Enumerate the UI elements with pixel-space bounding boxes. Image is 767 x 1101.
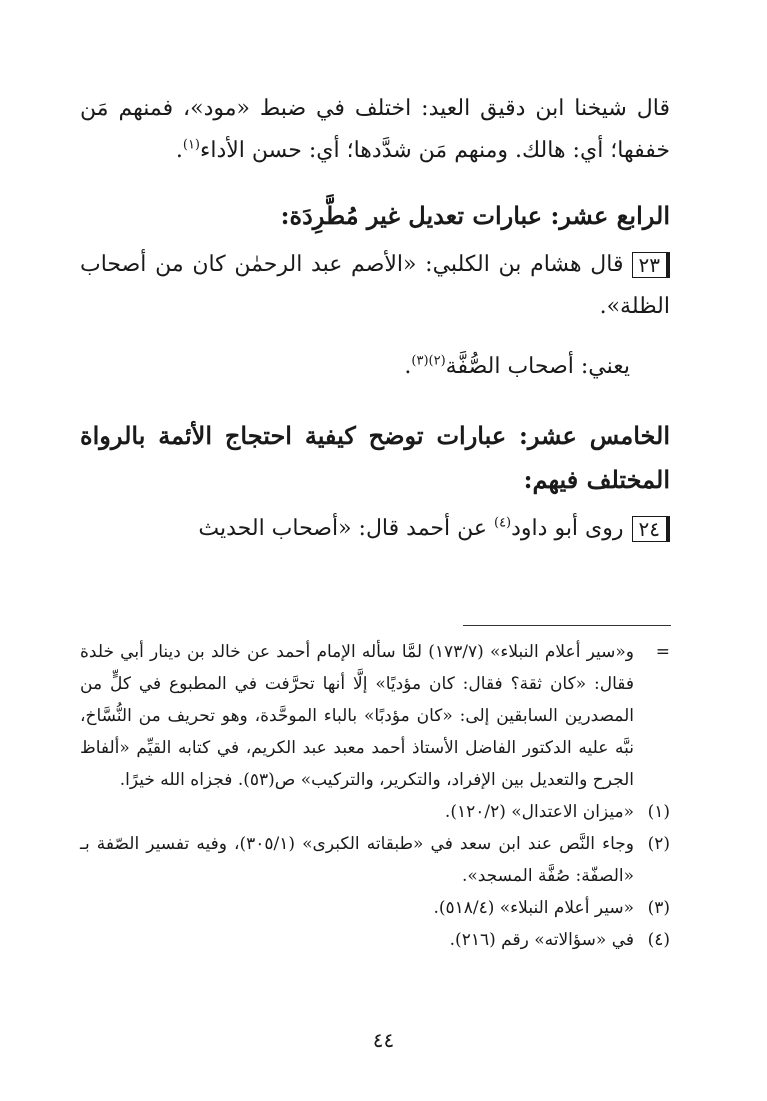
footnote-1 [80, 796, 670, 828]
footnote-text: و«سير أعلام النبلاء» (١٧٣/٧) لمَّا سأله الإمام أحمد عن خالد بن دينار أبي خلدة فقال: «كان ثقة؟ فقال: كان مؤديًا» إلَّا أنها تحرَّفت في المطبوع في كلٍّ من المصدرين السابقين إلى: «كان مؤدبًا» بالباء الموحَّدة، وهو تحريف من النُّسَّاخ، نبَّه عليه الدكتور الفاضل الأستاذ أحمد معبد عبد الكريم، في كتابه القيِّم «ألفاظ الجرح والتعديل بين الإفراد، والتكرير، والتركيب» ص(٥٣). فجزاه الله خيرًا. [80, 642, 634, 790]
main-text [80, 88, 670, 550]
item-23-text: قال هشام بن الكلبي: «الأصم عبد الرحمٰن كان من أصحاب الظلة». [80, 252, 670, 319]
item-number-box-23: ٢٣ [632, 252, 670, 278]
footnote-4 [80, 924, 670, 956]
footnote-ref-4[interactable]: (٤) [493, 515, 512, 531]
footnotes [80, 636, 670, 956]
paragraph-3: يعني: أصحاب الصُّفَّة$^{(٢)(٣)}$. [404, 353, 630, 379]
section-heading-15: الخامس عشر: عبارات توضح كيفية احتجاج الأئمة بالرواة المختلف فيهم: [80, 421, 670, 494]
footnote-text: «ميزان الاعتدال» (١٢٠/٢). [444, 802, 634, 822]
footnote-continued [80, 636, 670, 796]
item-24: ٢٤روى أبو داود$^{(٤)}$ عن أحمد قال: «أصحاب الحديث [80, 508, 670, 550]
item-number-box-24: ٢٤ [632, 516, 670, 542]
footnote-ref-1[interactable]: (١) [182, 137, 200, 153]
footnote-ref-2-3[interactable]: (٢)(٣) [411, 353, 446, 369]
footnote-mark: (٤) [647, 930, 670, 950]
footnote-mark: = [655, 642, 670, 662]
footnote-text: في «سؤالاته» رقم (٢١٦). [449, 930, 634, 950]
footnote-mark: (١) [647, 802, 670, 822]
footnote-text: وجاء النَّص عند ابن سعد في «طبقاته الكبرى» (٣٠٥/١)، وفيه تفسير الصّفة بـ «الصفّة: صُفَّة المسجد». [80, 834, 634, 886]
footnote-2 [80, 828, 670, 892]
footnote-mark: (٣) [647, 898, 670, 918]
footnote-mark: (٢) [647, 834, 670, 854]
item-23 [80, 244, 670, 328]
footnote-text: «سير أعلام النبلاء» (٥١٨/٤). [433, 898, 634, 918]
paragraph-1: قال شيخنا ابن دقيق العيد: اختلف في ضبط «مود»، فمنهم مَن خففها؛ أي: هالك. ومنهم مَن شدَّدها؛ أي: حسن الأداء$^{(١)}$. [80, 96, 670, 163]
footnote-divider [463, 625, 671, 626]
page-number: ٤٤ [372, 1028, 395, 1052]
section-heading-14: الرابع عشر: عبارات تعديل غير مُطَّرِدَة: [280, 201, 670, 230]
footnote-3 [80, 892, 670, 924]
